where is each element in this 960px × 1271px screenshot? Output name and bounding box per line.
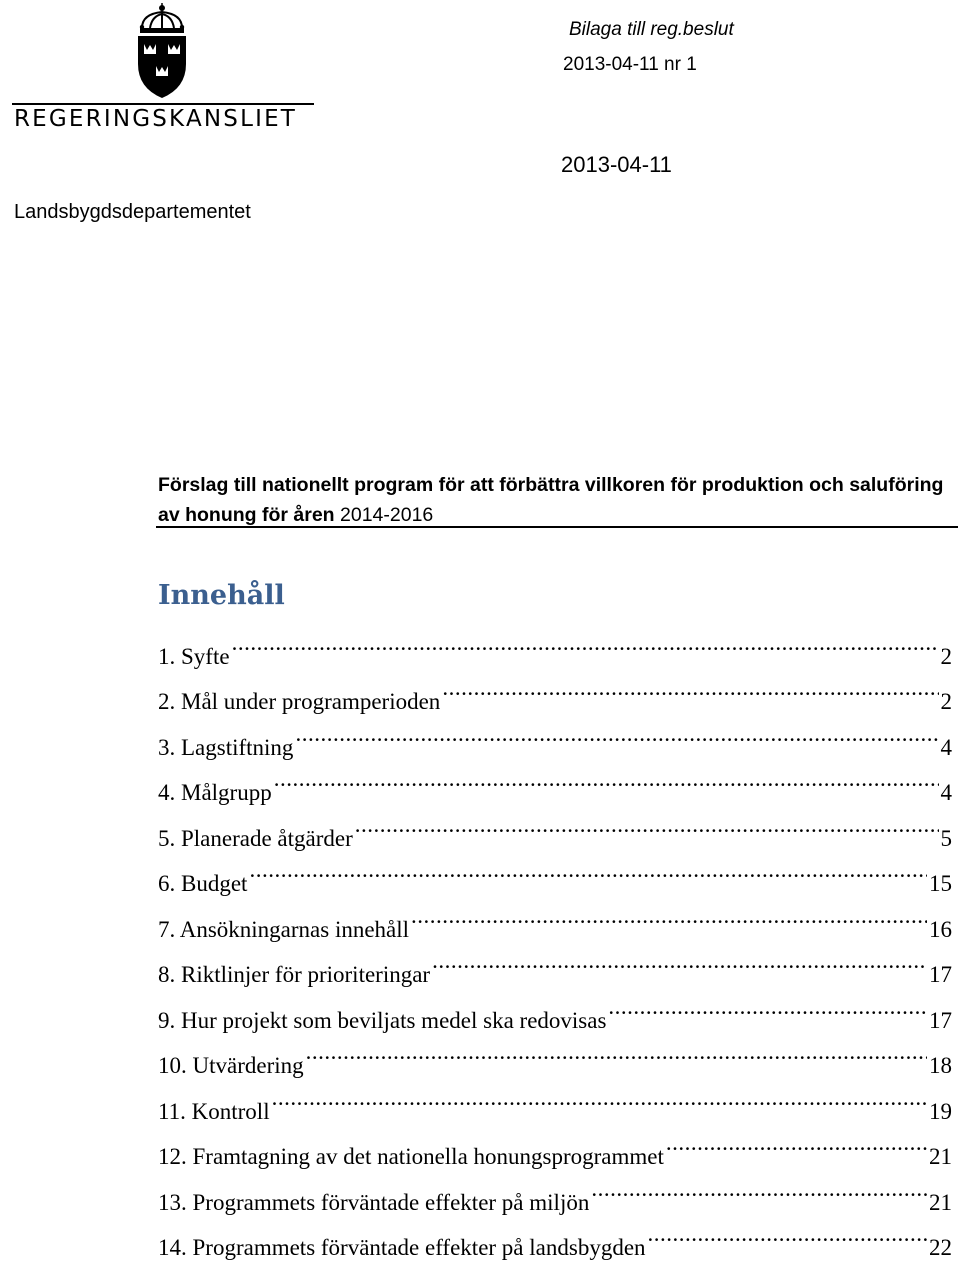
toc-entry-page: 16 <box>929 916 952 942</box>
document-title <box>158 470 948 530</box>
toc-leader-dots <box>648 1210 927 1256</box>
toc-entry-page: 2 <box>940 643 952 669</box>
toc-entry-title: 11. Kontroll <box>158 1098 270 1124</box>
toc-entry-page: 21 <box>929 1144 952 1169</box>
attachment-note: Bilaga till reg.beslut <box>569 19 734 40</box>
document-date: 2013-04-11 <box>561 152 672 177</box>
toc-entry[interactable] <box>158 755 952 805</box>
toc-entry[interactable] <box>158 800 952 851</box>
toc-entry-title: 13. Programmets förväntade effekter på miljön <box>158 1189 590 1215</box>
toc-entry-title: 5. Planerade åtgärder <box>158 825 353 851</box>
toc-entry-title: 8. Riktlinjer för prioriteringar <box>158 962 431 987</box>
toc-entry[interactable] <box>158 618 952 669</box>
toc-entry-title: 14. Programmets förväntade effekter på landsbygden <box>158 1235 646 1260</box>
attachment-reference: 2013-04-11 nr 1 <box>563 54 697 75</box>
toc-leader-dots <box>274 755 939 801</box>
toc-leader-dots <box>355 800 939 846</box>
toc-entry-title: 4. Målgrupp <box>158 780 272 805</box>
toc-entry[interactable] <box>158 1073 952 1124</box>
toc-entry-title: 6. Budget <box>158 871 248 896</box>
toc-entry-title: 10. Utvärdering <box>158 1053 304 1078</box>
toc-entry-title: 2. Mål under programperioden <box>158 689 441 714</box>
toc-entry-page: 22 <box>929 1235 952 1260</box>
toc-leader-dots <box>232 618 939 664</box>
toc-entry-page: 19 <box>929 1098 952 1124</box>
toc-entry[interactable] <box>158 1119 952 1169</box>
toc-entry-title: 7. Ansökningarnas innehåll <box>158 916 410 942</box>
toc-entry[interactable] <box>158 664 952 714</box>
toc-entry-page: 17 <box>929 1007 952 1033</box>
toc-leader-dots <box>249 846 927 892</box>
toc-entry[interactable] <box>158 846 952 896</box>
toc-leader-dots <box>432 937 927 983</box>
regeringskansliet-logo <box>12 2 312 142</box>
document-title-main: Förslag till nationellt program för att förbättra villkoren för produktion och saluföring av honung för åren <box>158 474 944 526</box>
table-of-contents <box>158 618 952 1260</box>
toc-entry-page: 4 <box>940 780 952 805</box>
toc-entry-page: 21 <box>929 1189 952 1215</box>
toc-leader-dots <box>442 664 938 710</box>
toc-entry-page: 15 <box>929 871 952 896</box>
toc-leader-dots <box>608 982 927 1028</box>
logo-divider <box>12 103 314 105</box>
toc-entry[interactable] <box>158 891 952 942</box>
title-divider <box>156 526 958 528</box>
toc-entry-page: 4 <box>940 734 952 760</box>
document-title-years: 2014-2016 <box>340 504 434 526</box>
toc-entry-page: 5 <box>940 825 952 851</box>
toc-heading: Innehåll <box>158 580 285 611</box>
toc-leader-dots <box>272 1073 927 1119</box>
toc-leader-dots <box>295 709 938 755</box>
toc-leader-dots <box>591 1164 927 1210</box>
toc-entry-page: 18 <box>929 1053 952 1078</box>
toc-entry-page: 17 <box>929 962 952 987</box>
toc-entry-title: 3. Lagstiftning <box>158 734 294 760</box>
department-name: Landsbygdsdepartementet <box>14 201 251 223</box>
toc-entry-title: 9. Hur projekt som beviljats medel ska redovisas <box>158 1007 607 1033</box>
toc-leader-dots <box>411 891 927 937</box>
toc-entry-title: 12. Framtagning av det nationella honungsprogrammet <box>158 1144 664 1169</box>
toc-leader-dots <box>306 1028 927 1074</box>
toc-leader-dots <box>666 1119 927 1165</box>
toc-entry-page: 2 <box>940 689 952 714</box>
logo-wordmark: REGERINGSKANSLIET <box>14 106 298 132</box>
three-crowns-coat-of-arms-icon <box>122 2 202 102</box>
toc-entry-title: 1. Syfte <box>158 643 230 669</box>
